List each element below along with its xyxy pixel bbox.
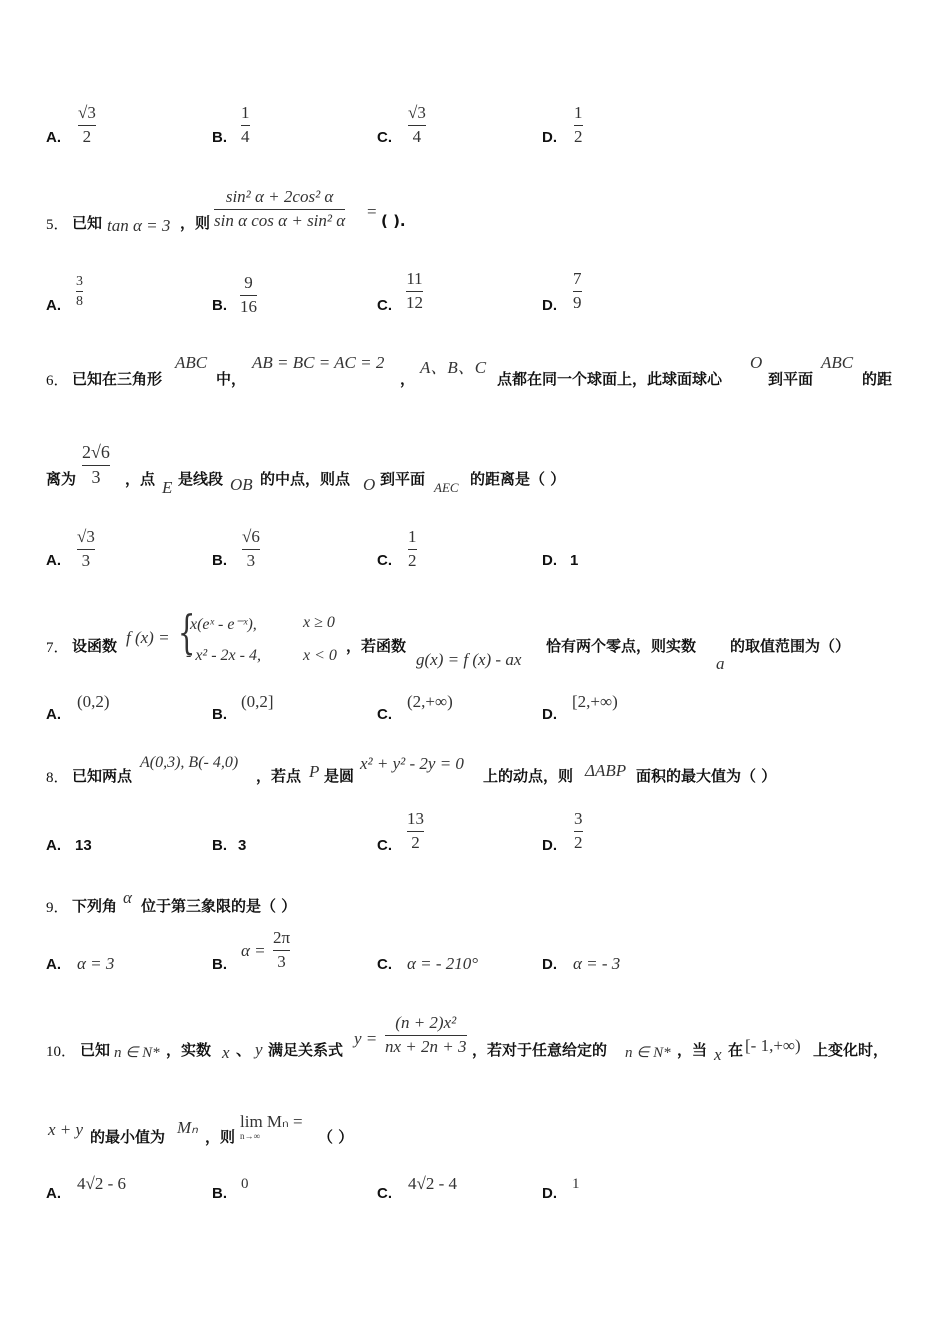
option-b-label[interactable]: B.	[212, 297, 227, 314]
denominator: 4	[412, 126, 422, 146]
denominator: 8	[76, 294, 83, 310]
option-a-label[interactable]: A.	[46, 956, 61, 973]
math: ABC	[175, 353, 208, 372]
math: x + y	[48, 1120, 84, 1139]
function-g: g(x) = f (x) - ax	[416, 650, 522, 669]
option-c-label[interactable]: C.	[377, 1185, 392, 1202]
math: x	[714, 1045, 722, 1064]
option-d-label[interactable]: D.	[542, 129, 557, 146]
math: n ∈ N*	[625, 1045, 671, 1061]
question-text: 是线段	[178, 470, 224, 488]
condition-1: x ≥ 0	[303, 614, 335, 631]
option-b-label[interactable]: B.	[212, 837, 227, 854]
option-b-fraction	[241, 104, 250, 146]
question-text: 是圆	[324, 767, 355, 785]
question-text: 到平面	[768, 370, 814, 388]
case-1: x(eˣ - e⁻ˣ),	[190, 616, 257, 633]
question-text: 已知在三角形	[72, 370, 163, 388]
option-b-fraction	[242, 528, 260, 570]
question-text: 位于第三象限的是（ ）	[141, 897, 297, 915]
denominator: 3	[91, 466, 101, 487]
option-b-label[interactable]: B.	[212, 706, 227, 723]
option-b-label[interactable]: B.	[212, 1185, 227, 1202]
question-text: 的取值范围为（）	[730, 637, 851, 655]
question-text: 点都在同一个球面上，此球面球心	[497, 370, 723, 388]
math: P	[309, 762, 320, 781]
question-text: 的距	[862, 370, 893, 388]
option-d-label[interactable]: D.	[542, 297, 557, 314]
option-a-value: 4√2 - 6	[77, 1174, 126, 1193]
denominator: 12	[406, 292, 423, 312]
option-c-fraction	[406, 270, 423, 312]
math: x	[222, 1043, 230, 1062]
option-d-label[interactable]: D.	[542, 552, 557, 569]
denominator: 2	[411, 832, 420, 852]
option-d-value: α = - 3	[573, 954, 621, 973]
question-text: 在	[728, 1041, 744, 1059]
question-number: 9．	[46, 900, 69, 916]
math: A、B、C	[420, 358, 487, 377]
option-a-value: α = 3	[77, 954, 115, 973]
question-text: ，则	[205, 1128, 236, 1146]
question-text: 下列角	[72, 897, 118, 915]
option-d-fraction	[573, 270, 582, 312]
denominator: 2	[82, 126, 92, 146]
question-number: 8．	[46, 770, 69, 786]
denominator: 9	[573, 292, 582, 312]
question-text: 离为	[46, 470, 77, 488]
relation-fraction	[385, 1014, 467, 1056]
numerator: √3	[408, 103, 426, 122]
math: AB = BC = AC = 2	[252, 353, 385, 372]
option-d-label[interactable]: D.	[542, 1185, 557, 1202]
numerator: √3	[78, 103, 96, 122]
option-b-label[interactable]: B.	[212, 956, 227, 973]
numerator: 1	[574, 103, 583, 122]
option-c-fraction	[408, 104, 426, 146]
numerator: 3	[574, 809, 583, 828]
math: n ∈ N*	[114, 1045, 160, 1061]
option-c-value: α = - 210°	[407, 954, 479, 973]
denominator: 3	[81, 550, 91, 570]
math: y =	[354, 1029, 378, 1048]
option-a-label[interactable]: A.	[46, 706, 61, 723]
question-number: 10．	[46, 1044, 77, 1060]
math: E	[162, 478, 173, 497]
option-d-label[interactable]: D.	[542, 837, 557, 854]
question-number: 6．	[46, 373, 69, 389]
numerator: 3	[76, 274, 83, 289]
question-text: ，则	[180, 214, 211, 232]
question-text: 、	[236, 1041, 252, 1059]
option-a-fraction	[77, 528, 95, 570]
option-b-value: 3	[238, 837, 247, 854]
math: Mₙ	[177, 1118, 198, 1137]
answer-blank: （ ）	[318, 1128, 354, 1146]
numerator: (n + 2)x²	[395, 1013, 457, 1032]
option-b-fraction	[240, 274, 257, 316]
numerator: 11	[406, 269, 423, 288]
equals-sign: =	[367, 202, 377, 221]
option-b-prefix: α =	[241, 941, 266, 960]
option-a-value: 13	[75, 837, 92, 854]
math: ABC	[821, 353, 854, 372]
option-a-fraction	[76, 274, 83, 310]
case-2: - x² - 2x - 4,	[186, 647, 261, 664]
brace: {	[177, 605, 196, 659]
numerator: √6	[242, 527, 260, 546]
denominator: 16	[240, 296, 257, 316]
numerator: 1	[408, 527, 417, 546]
denominator: sin α cos α + sin² α	[214, 210, 346, 230]
math: y	[255, 1040, 263, 1059]
math: a	[716, 654, 725, 673]
option-c-label[interactable]: C.	[377, 837, 392, 854]
question-text: 上的动点，则	[483, 767, 574, 785]
numerator: 2√6	[82, 442, 110, 462]
question-text: ，当	[677, 1041, 708, 1059]
question-text: 恰有两个零点，则实数	[546, 637, 697, 655]
option-d-value: [2,+∞)	[572, 692, 618, 711]
option-a-label[interactable]: A.	[46, 837, 61, 854]
option-c-label[interactable]: C.	[377, 552, 392, 569]
question-text: 满足关系式	[268, 1041, 344, 1059]
denominator: 4	[241, 126, 250, 146]
option-b-label[interactable]: B.	[212, 129, 227, 146]
option-d-value: 1	[570, 552, 579, 569]
question-text: ，	[400, 370, 416, 388]
function-f: f (x) =	[126, 628, 170, 647]
math: OB	[230, 475, 253, 494]
question-text: 的距离是（ ）	[470, 470, 566, 488]
math: x² + y² - 2y = 0	[360, 754, 464, 773]
question-text: 的最小值为	[90, 1128, 166, 1146]
option-d-label[interactable]: D.	[542, 706, 557, 723]
denominator: 2	[574, 126, 583, 146]
numerator: 2π	[273, 928, 291, 947]
option-c-label[interactable]: C.	[377, 297, 392, 314]
denominator: 2	[574, 832, 583, 852]
option-a-label[interactable]: A.	[46, 129, 61, 146]
numerator: sin² α + 2cos² α	[225, 187, 334, 206]
question-text: 的中点，则点	[260, 470, 351, 488]
option-a-fraction	[78, 104, 96, 146]
numerator: 7	[573, 269, 582, 288]
option-c-label[interactable]: C.	[377, 129, 392, 146]
math-condition: tan α = 3	[107, 216, 171, 235]
question-text: ，若函数	[346, 637, 407, 655]
question-text: ，若对于任意给定的	[472, 1041, 608, 1059]
numerator: 13	[407, 809, 424, 828]
option-b-value: (0,2]	[241, 692, 274, 711]
option-c-value: 4√2 - 4	[408, 1174, 457, 1193]
question-text: ，点	[125, 470, 156, 488]
question-text: 已知	[80, 1041, 111, 1059]
question-text: 已知两点	[72, 767, 133, 785]
math: O	[363, 475, 376, 494]
option-b-value: 0	[241, 1176, 249, 1192]
math: A(0,3), B(- 4,0)	[140, 754, 239, 771]
math: ΔABP	[585, 761, 627, 780]
option-d-value: 1	[572, 1176, 580, 1192]
denominator: 3	[246, 550, 256, 570]
math: [- 1,+∞)	[745, 1036, 801, 1055]
question-text: 面积的最大值为（ ）	[636, 767, 777, 785]
option-c-value: (2,+∞)	[407, 692, 453, 711]
denominator: 3	[277, 951, 286, 971]
numerator: 9	[244, 273, 253, 292]
math: α	[123, 888, 132, 907]
question-text: 设函数	[72, 637, 118, 655]
option-c-fraction	[408, 528, 417, 570]
denominator: 2	[408, 550, 417, 570]
question-text: 上变化时，	[813, 1041, 889, 1059]
option-c-label[interactable]: C.	[377, 706, 392, 723]
option-a-value: (0,2)	[77, 692, 110, 711]
option-a-label[interactable]: A.	[46, 1185, 61, 1202]
question-text: 到平面	[380, 470, 426, 488]
question-text: 中，	[216, 370, 247, 388]
numerator: √3	[77, 527, 95, 546]
question-number: 5．	[46, 217, 69, 233]
condition-2: x < 0	[303, 647, 337, 664]
denominator: nx + 2n + 3	[385, 1036, 467, 1056]
numerator: 1	[241, 103, 250, 122]
question-text: ，实数	[166, 1041, 212, 1059]
option-d-fraction	[574, 810, 583, 852]
question-fraction	[214, 188, 345, 230]
answer-blank: ( ).	[381, 212, 406, 230]
math: O	[750, 353, 763, 372]
math: AEC	[434, 480, 459, 495]
option-d-label[interactable]: D.	[542, 956, 557, 973]
question-text: 已知	[72, 214, 103, 232]
option-b-fraction	[273, 929, 290, 971]
option-a-label[interactable]: A.	[46, 297, 61, 314]
question-number: 7．	[46, 640, 69, 656]
distance-fraction	[82, 443, 110, 488]
limit-expression: lim Mₙ =	[240, 1112, 303, 1131]
question-text: ，若点	[256, 767, 302, 785]
option-c-label[interactable]: C.	[377, 956, 392, 973]
option-b-label[interactable]: B.	[212, 552, 227, 569]
option-c-fraction	[407, 810, 424, 852]
option-d-fraction	[574, 104, 583, 146]
limit-subscript: n→∞	[240, 1131, 260, 1141]
option-a-label[interactable]: A.	[46, 552, 61, 569]
